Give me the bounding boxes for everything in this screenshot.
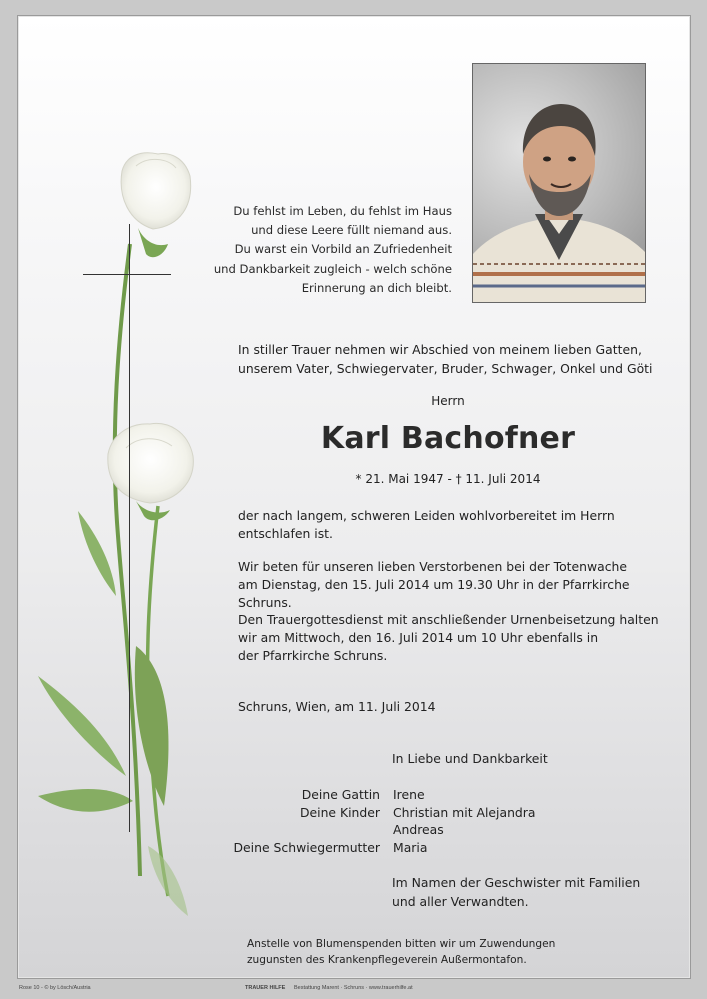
paragraph-wake: [238, 558, 668, 612]
family-name-mother-in-law: Maria: [393, 840, 428, 855]
deceased-name: Karl Bachofner: [320, 421, 576, 456]
family-label-children: Deine Kinder: [299, 805, 380, 820]
portrait-figure-icon: [473, 64, 645, 302]
place-date: Schruns, Wien, am 11. Juli 2014: [238, 699, 436, 714]
paragraph-line: entschlafen ist.: [238, 526, 333, 541]
siblings-line: Im Namen der Geschwister mit Familien: [392, 875, 641, 890]
paragraph-line: der Pfarrkirche Schruns.: [238, 648, 388, 663]
donation-line: Anstelle von Blumenspenden bitten wir um Zuwendungen: [247, 938, 556, 950]
poem-line: Du warst ein Vorbild an Zufriedenheit: [234, 242, 452, 257]
family-label-wife: Deine Gattin: [301, 787, 380, 802]
paragraph-line: der nach langem, schweren Leiden wohlvorbereitet im Herrn: [238, 508, 615, 523]
poem-line: und diese Leere füllt niemand aus.: [251, 223, 452, 238]
white-rose-illustration: [18, 16, 248, 978]
siblings-line: und aller Verwandten.: [392, 893, 529, 909]
love-line: In Liebe und Dankbarkeit: [392, 751, 548, 766]
footer-copyright: Rose 10 - © by Lösch/Austria: [19, 985, 91, 991]
family-label-mother-in-law: Deine Schwiegermutter: [233, 840, 380, 855]
top-rose: [121, 153, 191, 257]
cross-vertical-line: [129, 224, 130, 832]
obituary-card: [17, 15, 691, 979]
paragraph-line: wir am Mittwoch, den 16. Juli 2014 um 10 Uhr ebenfalls in: [238, 630, 599, 645]
lower-rose: [108, 423, 194, 520]
donation-note: [247, 936, 555, 968]
intro-line: unserem Vater, Schwiegervater, Bruder, Schwager, Onkel und Göti: [238, 361, 653, 376]
paragraph-line: am Dienstag, den 15. Juli 2014 um 19.30 Uhr in der Pfarrkirche Schruns.: [238, 577, 630, 610]
memorial-poem: [208, 202, 452, 298]
family-name-child: Christian mit Alejandra: [393, 805, 536, 820]
footer-brand: TRAUER HILFE: [245, 985, 286, 991]
salutation: Herrn: [431, 394, 465, 408]
paragraph-line: Wir beten für unseren lieben Verstorbenen bei der Totenwache: [238, 559, 628, 574]
family-name-child: Andreas: [393, 822, 444, 837]
siblings-note: [392, 874, 640, 911]
footer-credit: Bestattung Marent · Schruns · www.trauerhilfe.at: [294, 985, 413, 991]
paragraph-funeral: [238, 611, 668, 665]
donation-line: zugunsten des Krankenpflegeverein Außermontafon.: [247, 954, 527, 966]
portrait-photo: [472, 63, 646, 303]
intro-line: In stiller Trauer nehmen wir Abschied von meinem lieben Gatten,: [238, 342, 642, 357]
poem-line: und Dankbarkeit zugleich - welch schöne: [213, 261, 452, 276]
family-name-wife: Irene: [393, 787, 425, 802]
paragraph-death: [238, 507, 668, 543]
poem-line: Erinnerung an dich bleibt.: [301, 280, 452, 295]
life-dates: * 21. Mai 1947 - † 11. Juli 2014: [355, 472, 541, 486]
footer: [0, 982, 707, 999]
paragraph-line: Den Trauergottesdienst mit anschließender Urnenbeisetzung halten: [238, 612, 659, 627]
poem-line: Du fehlst im Leben, du fehlst im Haus: [233, 204, 452, 218]
cross-horizontal-line: [83, 274, 171, 275]
intro-text: [238, 340, 668, 378]
